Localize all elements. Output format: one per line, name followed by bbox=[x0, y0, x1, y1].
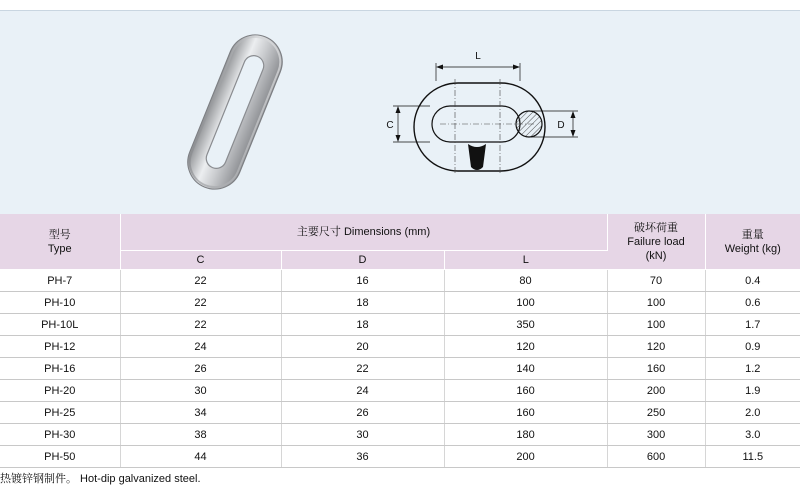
cell-d: 24 bbox=[281, 380, 444, 402]
header-dimensions: 主要尺寸 Dimensions (mm) bbox=[120, 214, 607, 251]
cell-c: 24 bbox=[120, 336, 281, 358]
header-col-d: D bbox=[281, 251, 444, 270]
cell-c: 34 bbox=[120, 402, 281, 424]
cell-c: 44 bbox=[120, 446, 281, 468]
material-footnote: 热镀锌钢制件。 Hot-dip galvanized steel. bbox=[0, 473, 201, 485]
table-row bbox=[0, 446, 800, 468]
cell-l: 140 bbox=[444, 358, 607, 380]
cell-type: PH-10 bbox=[0, 292, 120, 314]
cell-d: 22 bbox=[281, 358, 444, 380]
cell-l: 180 bbox=[444, 424, 607, 446]
cell-l: 100 bbox=[444, 292, 607, 314]
specification-table bbox=[0, 214, 800, 468]
cell-type: PH-50 bbox=[0, 446, 120, 468]
cell-failure: 160 bbox=[607, 358, 705, 380]
header-type-cn: 型号 bbox=[48, 228, 71, 241]
table-row bbox=[0, 314, 800, 336]
cell-l: 120 bbox=[444, 336, 607, 358]
header-col-c: C bbox=[120, 251, 281, 270]
cell-failure: 120 bbox=[607, 336, 705, 358]
cell-l: 160 bbox=[444, 402, 607, 424]
table-row bbox=[0, 358, 800, 380]
cell-c: 22 bbox=[120, 270, 281, 292]
cell-weight: 3.0 bbox=[705, 424, 800, 446]
cell-c: 22 bbox=[120, 292, 281, 314]
cell-weight: 0.4 bbox=[705, 270, 800, 292]
cell-weight: 1.7 bbox=[705, 314, 800, 336]
header-weight-en: Weight (kg) bbox=[724, 242, 781, 255]
cell-c: 26 bbox=[120, 358, 281, 380]
cell-failure: 300 bbox=[607, 424, 705, 446]
cell-d: 18 bbox=[281, 314, 444, 336]
cell-d: 18 bbox=[281, 292, 444, 314]
table-body bbox=[0, 270, 800, 468]
cell-weight: 11.5 bbox=[705, 446, 800, 468]
dimension-label-c: C bbox=[386, 120, 394, 131]
cell-type: PH-7 bbox=[0, 270, 120, 292]
table-row bbox=[0, 270, 800, 292]
dimension-label-l: L bbox=[475, 51, 481, 62]
cell-type: PH-20 bbox=[0, 380, 120, 402]
cell-d: 20 bbox=[281, 336, 444, 358]
product-figure bbox=[0, 11, 800, 215]
cell-d: 16 bbox=[281, 270, 444, 292]
cell-type: PH-30 bbox=[0, 424, 120, 446]
cell-type: PH-25 bbox=[0, 402, 120, 424]
link-photo bbox=[180, 27, 291, 197]
table-row bbox=[0, 336, 800, 358]
header-failure-unit: (kN) bbox=[645, 249, 667, 262]
header-failure-load bbox=[607, 214, 705, 270]
header-weight-cn: 重量 bbox=[741, 228, 764, 241]
header-failure-cn: 破坏荷重 bbox=[634, 221, 679, 234]
cell-c: 38 bbox=[120, 424, 281, 446]
cell-failure: 70 bbox=[607, 270, 705, 292]
cell-failure: 250 bbox=[607, 402, 705, 424]
header-col-l: L bbox=[444, 251, 607, 270]
cell-failure: 200 bbox=[607, 380, 705, 402]
header-type-en: Type bbox=[47, 242, 72, 255]
cell-d: 30 bbox=[281, 424, 444, 446]
header-failure-en: Failure load bbox=[627, 235, 685, 248]
cell-weight: 2.0 bbox=[705, 402, 800, 424]
dimension-label-d: D bbox=[557, 120, 565, 131]
cell-failure: 600 bbox=[607, 446, 705, 468]
table-row bbox=[0, 424, 800, 446]
cell-l: 160 bbox=[444, 380, 607, 402]
cell-c: 30 bbox=[120, 380, 281, 402]
cell-weight: 1.2 bbox=[705, 358, 800, 380]
table-row bbox=[0, 380, 800, 402]
cell-l: 350 bbox=[444, 314, 607, 336]
cell-c: 22 bbox=[120, 314, 281, 336]
cell-type: PH-12 bbox=[0, 336, 120, 358]
table-row bbox=[0, 292, 800, 314]
cell-l: 200 bbox=[444, 446, 607, 468]
cell-failure: 100 bbox=[607, 292, 705, 314]
cell-l: 80 bbox=[444, 270, 607, 292]
product-figure-panel bbox=[0, 10, 800, 216]
header-weight bbox=[705, 214, 800, 270]
cell-weight: 1.9 bbox=[705, 380, 800, 402]
link-technical-drawing bbox=[386, 51, 578, 175]
cell-failure: 100 bbox=[607, 314, 705, 336]
cell-weight: 0.9 bbox=[705, 336, 800, 358]
header-type bbox=[0, 214, 120, 270]
cell-type: PH-16 bbox=[0, 358, 120, 380]
cell-type: PH-10L bbox=[0, 314, 120, 336]
cell-d: 36 bbox=[281, 446, 444, 468]
cell-weight: 0.6 bbox=[705, 292, 800, 314]
table-row bbox=[0, 402, 800, 424]
cell-d: 26 bbox=[281, 402, 444, 424]
